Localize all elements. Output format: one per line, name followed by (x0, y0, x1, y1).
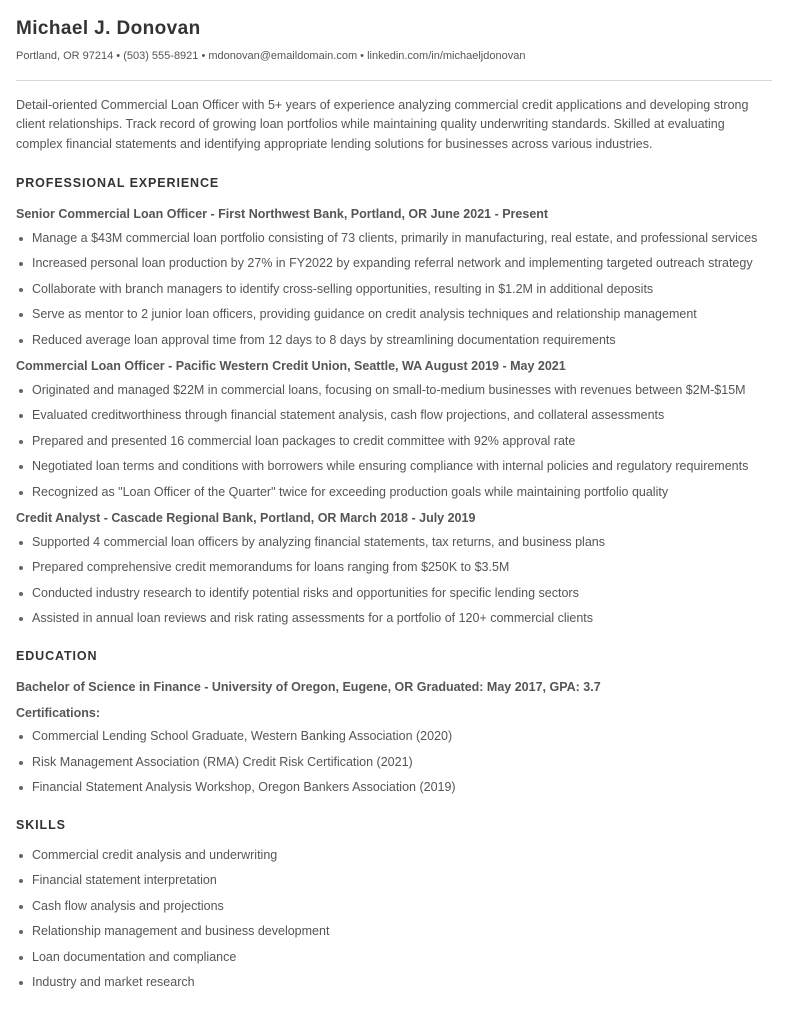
skills-list (16, 846, 776, 993)
header-divider (16, 80, 772, 81)
section-title-education: EDUCATION (16, 648, 98, 663)
list-item: Recognized as "Loan Officer of the Quarter" twice for exceeding production goals while maintaining portfolio quality (16, 483, 776, 502)
list-item: Industry and market research (16, 973, 776, 992)
list-item: Loan documentation and compliance (16, 948, 776, 967)
list-item: Financial Statement Analysis Workshop, Oregon Bankers Association (2019) (16, 778, 776, 797)
list-item: Collaborate with branch managers to identify cross-selling opportunities, resulting in $1.2M in additional deposits (16, 280, 776, 299)
list-item: Originated and managed $22M in commercial loans, focusing on small-to-medium businesses with revenues between $2M-$15M (16, 381, 776, 400)
list-item: Reduced average loan approval time from 12 days to 8 days by streamlining documentation requirements (16, 331, 776, 350)
list-item: Manage a $43M commercial loan portfolio consisting of 73 clients, primarily in manufacturing, real estate, and professional services (16, 229, 776, 248)
section-title-skills: SKILLS (16, 817, 66, 832)
degree-heading: Bachelor of Science in Finance - University of Oregon, Eugene, OR Graduated: May 2017, GPA: 3.7 (16, 679, 601, 694)
list-item: Risk Management Association (RMA) Credit Risk Certification (2021) (16, 753, 776, 772)
contact-line: Portland, OR 97214 • (503) 555-8921 • mdonovan@emaildomain.com • linkedin.com/in/michaeljdonovan (16, 50, 526, 62)
certifications-label: Certifications: (16, 705, 101, 720)
list-item: Assisted in annual loan reviews and risk rating assessments for a portfolio of 120+ commercial clients (16, 609, 776, 628)
job-entry (16, 508, 776, 628)
professional-summary: Detail-oriented Commercial Loan Officer with 5+ years of experience analyzing commercial credit applications and developing strong client relationships. Track record of growing loan portfolios while maintaining quality underwriting standards. Skilled at evaluating complex financial statements and identifying appropriate lending solutions for businesses across various industries. (16, 98, 749, 151)
job-bullets (16, 533, 776, 629)
job-heading: Commercial Loan Officer - Pacific Western Credit Union, Seattle, WA August 2019 - May 2021 (16, 359, 566, 373)
job-heading: Credit Analyst - Cascade Regional Bank, Portland, OR March 2018 - July 2019 (16, 511, 476, 525)
list-item: Serve as mentor to 2 junior loan officers, providing guidance on credit analysis techniques and relationship management (16, 305, 776, 324)
job-entry (16, 204, 776, 350)
job-bullets (16, 229, 776, 350)
job-bullets (16, 381, 776, 502)
resume-body (16, 174, 776, 999)
list-item: Prepared comprehensive credit memorandums for loans ranging from $250K to $3.5M (16, 558, 776, 577)
list-item: Commercial Lending School Graduate, Western Banking Association (2020) (16, 727, 776, 746)
list-item: Prepared and presented 16 commercial loan packages to credit committee with 92% approval rate (16, 432, 776, 451)
candidate-name: Michael J. Donovan (16, 18, 201, 39)
list-item: Financial statement interpretation (16, 871, 776, 890)
list-item: Supported 4 commercial loan officers by analyzing financial statements, tax returns, and business plans (16, 533, 776, 552)
job-entry (16, 356, 776, 502)
list-item: Negotiated loan terms and conditions with borrowers while ensuring compliance with internal policies and regulatory requirements (16, 457, 776, 476)
certifications-list (16, 727, 776, 797)
section-title-experience: PROFESSIONAL EXPERIENCE (16, 176, 220, 190)
list-item: Conducted industry research to identify potential risks and opportunities for specific lending sectors (16, 584, 776, 603)
job-heading: Senior Commercial Loan Officer - First Northwest Bank, Portland, OR June 2021 - Present (16, 207, 549, 221)
list-item: Cash flow analysis and projections (16, 897, 776, 916)
list-item: Commercial credit analysis and underwriting (16, 846, 776, 865)
list-item: Relationship management and business development (16, 922, 776, 941)
list-item: Increased personal loan production by 27% in FY2022 by expanding referral network and implementing targeted outreach strategy (16, 254, 776, 273)
list-item: Evaluated creditworthiness through financial statement analysis, cash flow projections, and collateral assessments (16, 406, 776, 425)
